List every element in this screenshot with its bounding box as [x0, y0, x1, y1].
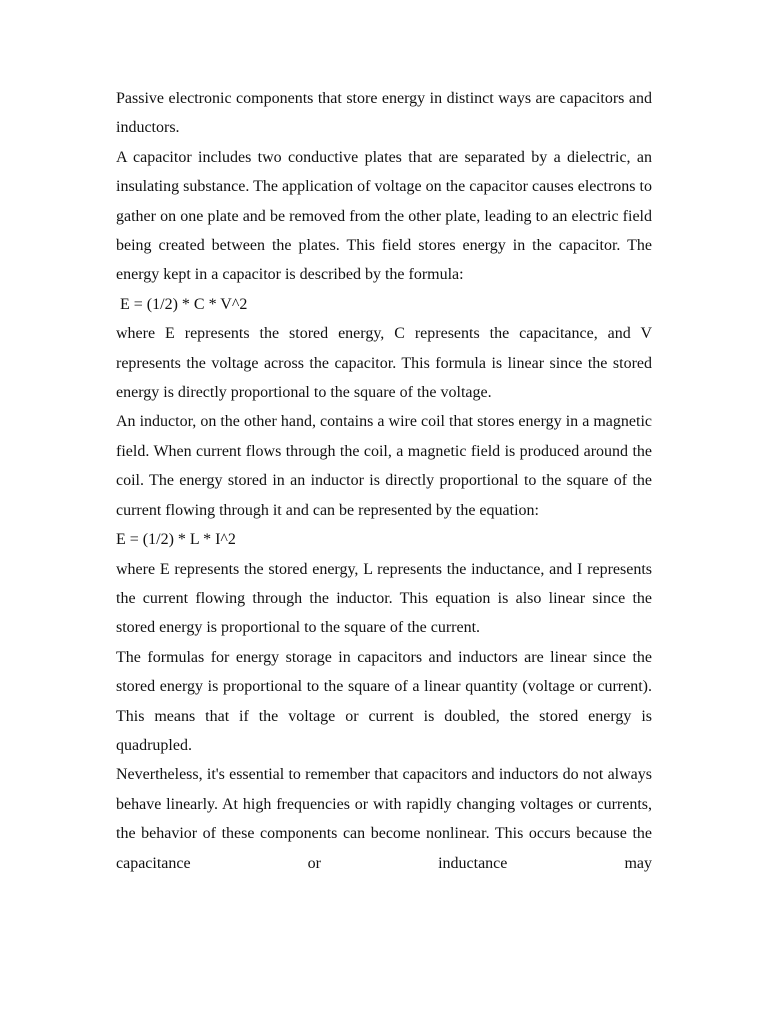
paragraph-capacitor: A capacitor includes two conductive plates that are separated by a dielectric, an insulating substance. The application of voltage on the capacitor causes electrons to gather on one plate and be removed from the other plate, leading to an electric field being created between the plates. This field stores energy in the capacitor. The energy kept in a capacitor is described by the formula: [116, 148, 652, 284]
paragraph-inductor: An inductor, on the other hand, contains a wire coil that stores energy in a magnetic field. When current flows through the coil, a magnetic field is produced around the coil. The energy stored in an inductor is directly proportional to the square of the current flowing through it and can be represented by the equation: [116, 413, 652, 519]
document-page [116, 84, 652, 878]
formula-inductor-energy: E = (1/2) * L * I^2 [116, 531, 236, 549]
paragraph-intro: Passive electronic components that store energy in distinct ways are capacitors and inductors. [116, 90, 652, 137]
paragraph-inductor-explanation: where E represents the stored energy, L represents the inductance, and I represents the current flowing through the inductor. This equation is also linear since the stored energy is proportional to the square of the current. [116, 560, 652, 637]
paragraph-nonlinearity: Nevertheless, it's essential to remember that capacitors and inductors do not always behave linearly. At high frequencies or with rapidly changing voltages or currents, the behavior of these components can become nonlinear. This occurs because the capacitance or inductance may [116, 766, 652, 872]
paragraph-capacitor-explanation: where E represents the stored energy, C represents the capacitance, and V represents the voltage across the capacitor. This formula is linear since the stored energy is directly proportional to the square of the voltage. [116, 325, 652, 402]
formula-capacitor-energy: E = (1/2) * C * V^2 [116, 295, 248, 313]
paragraph-linearity: The formulas for energy storage in capacitors and inductors are linear since the stored energy is proportional to the square of a linear quantity (voltage or current). This means that if the voltage or current is doubled, the stored energy is quadrupled. [116, 648, 652, 754]
